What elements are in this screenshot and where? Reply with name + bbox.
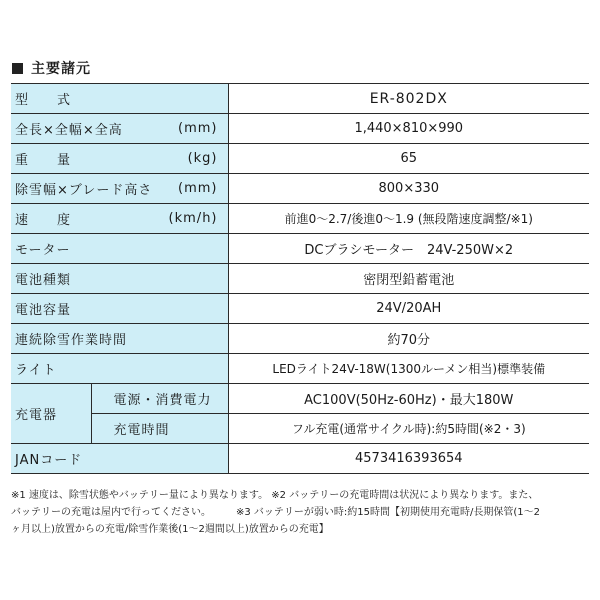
table-row <box>11 264 589 294</box>
table-row <box>11 444 589 474</box>
section-title: 主要諸元 <box>31 61 91 77</box>
row-value: 1,440×810×990 <box>228 114 589 144</box>
row-label: 電池種類 <box>11 264 228 294</box>
row-label: モーター <box>11 234 228 264</box>
section-heading <box>12 58 91 78</box>
row-label: 連続除雪作業時間 <box>11 324 228 354</box>
row-label: ライト <box>11 354 228 384</box>
table-row <box>11 114 589 144</box>
row-value: 24V/20AH <box>228 294 589 324</box>
table-row <box>11 84 589 114</box>
row-label: 速 度 (km/h) <box>11 204 228 234</box>
row-value: フル充電(通常サイクル時):約5時間(※2・3) <box>228 414 589 444</box>
jan-label: JANコード <box>11 444 228 474</box>
row-label: 型 式 <box>11 84 228 114</box>
footnote-line: ヶ月以上)放置からの充電/除雪作業後(1〜2週間以上)放置からの充電】 <box>11 524 329 535</box>
row-value: 密閉型鉛蓄電池 <box>228 264 589 294</box>
footnotes <box>11 487 595 538</box>
row-value: DCブラシモーター 24V-250W×2 <box>228 234 589 264</box>
table-row <box>11 414 589 444</box>
row-label: 全長×全幅×全高 (mm) <box>11 114 228 144</box>
charger-sub-label: 充電時間 <box>91 414 228 444</box>
table-row <box>11 204 589 234</box>
row-label: 重 量 (kg) <box>11 144 228 174</box>
row-value: 65 <box>228 144 589 174</box>
row-value: 約70分 <box>228 324 589 354</box>
charger-sub-label: 電源・消費電力 <box>91 384 228 414</box>
row-value: AC100V(50Hz-60Hz)・最大180W <box>228 384 589 414</box>
row-label: 除雪幅×ブレード高さ (mm) <box>11 174 228 204</box>
square-bullet-icon <box>12 63 23 74</box>
spec-table <box>11 83 589 474</box>
row-value: ER-802DX <box>228 84 589 114</box>
row-value: LEDライト24V-18W(1300ルーメン相当)標準装備 <box>228 354 589 384</box>
jan-value: 4573416393654 <box>228 444 589 474</box>
table-row <box>11 144 589 174</box>
table-row <box>11 174 589 204</box>
table-row <box>11 294 589 324</box>
table-row <box>11 354 589 384</box>
row-label: 電池容量 <box>11 294 228 324</box>
table-row <box>11 324 589 354</box>
table-row <box>11 384 589 414</box>
row-value: 前進0〜2.7/後進0〜1.9 (無段階速度調整/※1) <box>228 204 589 234</box>
charger-label: 充電器 <box>11 384 91 444</box>
row-value: 800×330 <box>228 174 589 204</box>
footnote-line: ※1 速度は、除雪状態やバッテリー量により異なります。 ※2 バッテリーの充電時間は状況により異なります。また、 <box>11 490 539 501</box>
footnote-line: バッテリーの充電は屋内で行ってください。 ※3 バッテリーが弱い時:約15時間【初期使用充電時/長期保管(1〜2 <box>11 507 541 518</box>
table-row <box>11 234 589 264</box>
